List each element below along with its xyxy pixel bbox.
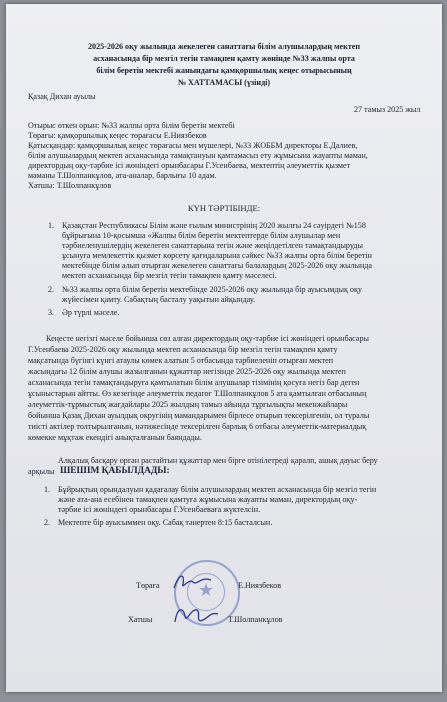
agenda-item-line: №33 жалпы орта білім беретін мектебінде 2025-2026 оқу жылында бір ауысымдық оқу	[62, 285, 362, 294]
decision-item-line: Бұйрықтың орындалуын қадағалау білім алушылардың мектеп асханасында бір мезгіл тегін	[58, 485, 377, 494]
body-line: тиісті актілер толтырылғанын, нәтижесінде тексерілген барлық 6 отбасы әлеуметтік-материалдық	[28, 422, 367, 431]
agenda-item-line: мектебінде білім алып отырған жекелеген санаттағы балалардың 2025-2026 оқу жылында	[62, 261, 373, 270]
participants-line: маманы Т.Шолпанкұлов, ата-аналар, барлығы 10 адам.	[28, 171, 217, 180]
title-line-3: білім беретін мектебі жанындағы қамқоршылық кеңес отырысының	[96, 66, 352, 75]
decision-item-line: тәрбие ісі жөніндегі орынбасары Г.Усенбаеваға жүктелсін.	[58, 505, 261, 514]
place-text: Қазақ Дихан ауылы	[28, 92, 96, 101]
body-line: бойынша Қазақ Дихан ауылдық округінің мамандарымен бірлесе отырып тексерілгенін, ол туралы	[28, 411, 370, 420]
chair-signature-name: Е.Ниязбеков	[238, 581, 282, 590]
body-line: Кеңесте негізгі мәселе бойынша сөз алған директордың оқу-тәрбие ісі жөніндегі орынбасары	[46, 334, 369, 343]
agenda-item-line: ұсынуға мемлекеттік қызмет көрсету қағидаларына сәйкес №33 жалпы орта білім беретін	[62, 251, 373, 260]
secretary-signature-label: Хатшы	[128, 615, 153, 624]
decision-intro: Алқалық басқару орган растайтын құжаттар мен бірге отінілетреді қаралп, ашық дауыс беру	[58, 456, 378, 465]
body-line: Г.Усенбаева 2025-2026 оқу жылында мектеп асханасында бір мезгіл тегін тамақпен қамту	[28, 345, 338, 354]
secretary-signature	[171, 602, 221, 630]
decision-item-number: 2.	[44, 518, 51, 527]
body-line: ұсыныстарын айтты. Өз кезегінде әлеуметтік педагог Т.Шолпанкұлов 5 ата қамтылған отбасының	[28, 389, 367, 398]
participants-line: білім алушылардың мектеп асханасында тамақтануын қамтамасыз ету жұмысына жауапты маман,	[28, 151, 368, 160]
participants-line: директордың оқу-тәрбие ісі жөніндегі орынбасары Г.Усенбаева, мектептің әлеуметтік қызмет	[28, 161, 351, 170]
agenda-item-line: жүйесімен қамту. Сабақтың басталу уақытын айқындау.	[62, 295, 256, 304]
agenda-item-line: тәрбиеленушілердің жекелеген санаттарына тегін және жеңілдетілген тамақтандыруды	[62, 241, 363, 250]
secretary-signature-name: Т.Шолпанкұлов	[228, 615, 283, 624]
agenda-item-line: Қазақстан Республикасы Білім және ғылым министрінің 2020 жылғы 24 сәуірдегі №158	[62, 221, 366, 230]
participants-line: Қатысқандар: қамқоршылық кеңес төрағасы мен мүшелері, №33 ЖОББМ директоры Е.Далиев,	[28, 141, 358, 150]
title-line-1: 2025-2026 оқу жылында жекелеген санаттағы білім алушылардың мектеп	[87, 42, 361, 51]
date-text: 27 тамыз 2025 жыл	[354, 105, 421, 114]
agenda-item-number: 2.	[48, 285, 55, 294]
decision-heading-prefix: арқылы	[28, 467, 55, 476]
body-line: жасындағы 12 білім алушы жазылғанын құжаттар негізінде 2025-2026 оқу жылында мектеп	[28, 367, 346, 376]
decision-item-line: және ата-ана есебінен тамақпен қамтуға жұмысына жауапты маман, директордың оқу-	[58, 495, 358, 504]
decision-item-number: 1.	[44, 485, 51, 494]
chair-signature-label: Төрағa	[136, 581, 160, 590]
chair-text: Төрағы: қамқоршылық кеңес төрағасы Е.Ниязбеков	[28, 131, 207, 140]
agenda-item-line: мектеп асханасында бір мезгіл тегін тамақпен қамту мәселесі.	[62, 271, 277, 280]
body-line: асханасында тегін тамақтандыруға қамтылатын білім алушылар тізімінің қосуға негіз бар деген	[28, 378, 360, 387]
agenda-item-number: 3.	[48, 308, 55, 317]
agenda-heading: КҮН ТӘРТІБІНДЕ:	[187, 203, 261, 213]
star-icon: ★	[198, 580, 215, 600]
body-line: көмекке мұқтаж екендігі анықталғанын баяндады.	[28, 433, 202, 442]
chair-signature	[171, 570, 215, 594]
title-line-2: асханасында бір мезгіл тегін тамақпен қамту жөнінде №33 жалпы орта	[93, 54, 355, 63]
body-line: әлеуметтік-тұрмыстық жағдайлары 2025 жылдың тамыз айында тұрғылықты мекенжайлары	[28, 400, 348, 409]
secretary-text: Хатшы: Т.Шолпанкұлов	[28, 181, 112, 190]
agenda-item-number: 1.	[48, 221, 55, 230]
venue-text: Отырыс өткен орын: №33 жалпы орта білім беретін мектебі	[28, 121, 235, 130]
decision-heading: ШЕШІМ ҚАБЫЛДАДЫ:	[60, 466, 170, 476]
title-line-4: № ХАТТАМАСЫ (үзінді)	[177, 78, 271, 87]
body-line: мақсатында бүгінгі күнгі атаулы көмек алатын 5 отбасында тәрбиеленіп отырған мектеп	[28, 356, 334, 365]
document-page	[6, 4, 442, 692]
decision-item-line: Мектепте бір ауысыммен оқу. Сабақ тәнертен 8:15 басталсын.	[58, 518, 273, 527]
agenda-item-line: бұйрығына 10-қосымша «Жалпы білім беретін мектептерде білім алушылар мен	[62, 231, 341, 240]
agenda-item-line: Әр түрлі мәселе.	[62, 308, 120, 317]
